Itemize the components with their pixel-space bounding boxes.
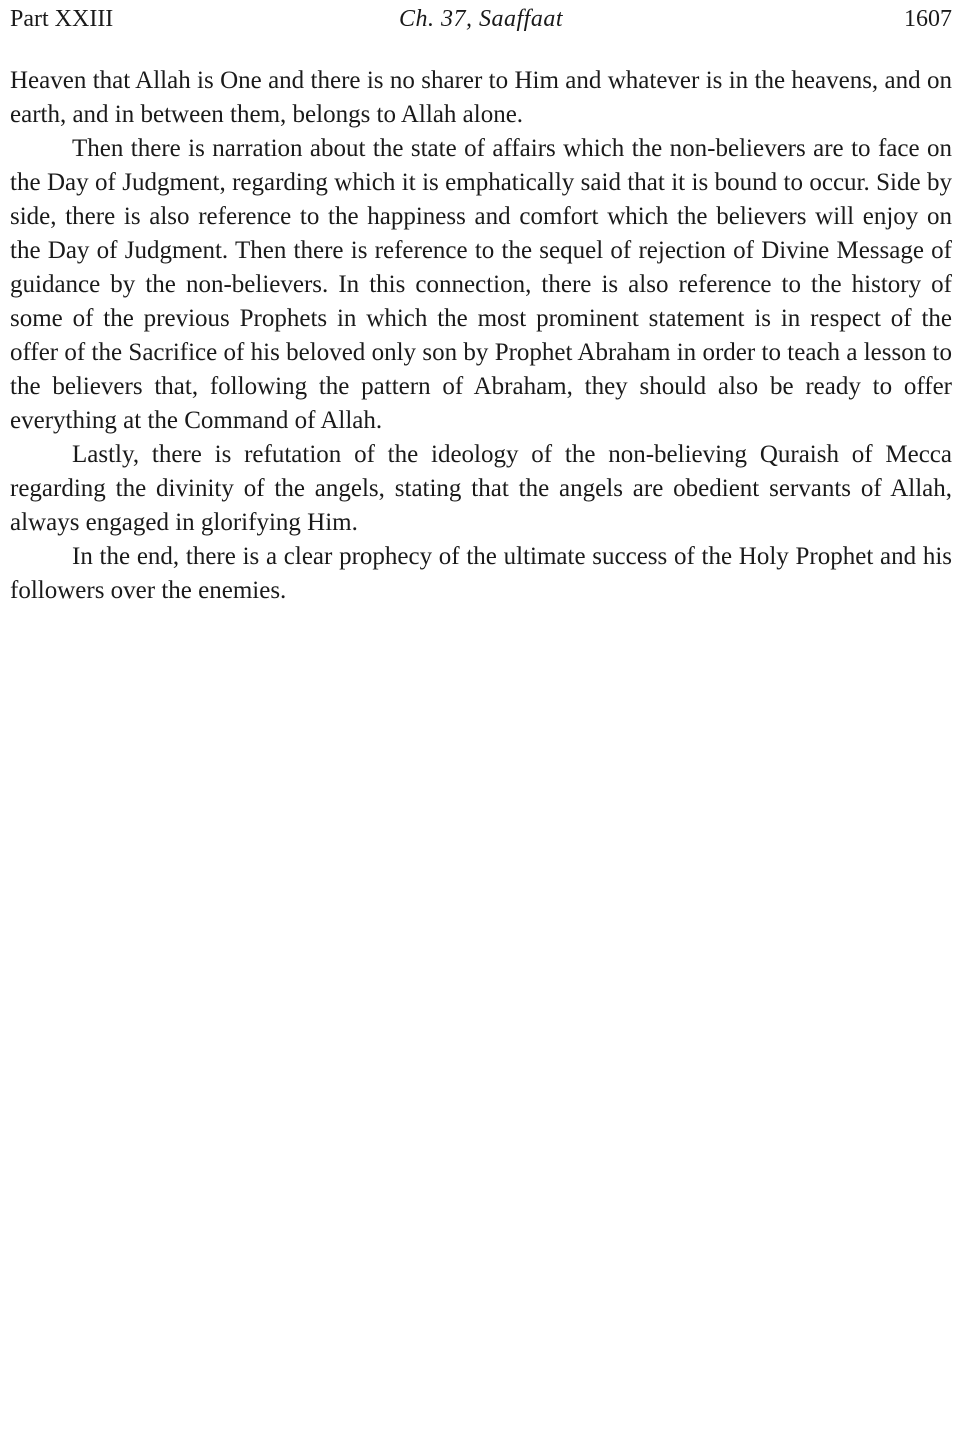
running-header [10,2,952,40]
paragraph-prophecy: In the end, there is a clear prophecy of the ultimate success of the Holy Prophet and his followers over the enemies. [10,543,952,604]
body-text [10,64,952,608]
chapter-title: Ch. 37, Saaffaat [398,6,563,32]
book-page [10,0,952,608]
part-label: Part XXIII [10,6,114,32]
paragraph-day-of-judgment: Then there is narration about the state of affairs which the non-believers are to face on the Day of Judgment, regarding which it is emphatically said that it is bound to occur. Side by side, there is also reference to the happiness and comfort which the believers will enjoy on the Day of Judgment. Then there is reference to the sequel of rejection of Divine Message of guidance by the non-believers. In this connection, there is also reference to the history of some of the previous Prophets in which the most prominent statement is in respect of the offer of the Sacrifice of his beloved only son by Prophet Abraham in order to teach a lesson to the believers that, following the pattern of Abraham, they should also be ready to offer everything at the Command of Allah. [10,135,952,434]
paragraph-refutation: Lastly, there is refutation of the ideology of the non-believing Quraish of Mecca regarding the divinity of the angels, stating that the angels are obedient servants of Allah, always engaged in glorifying Him. [10,441,952,536]
paragraph-continuation: Heaven that Allah is One and there is no sharer to Him and whatever is in the heavens, and on earth, and in between them, belongs to Allah alone. [10,67,952,128]
page-number: 1607 [904,6,952,32]
